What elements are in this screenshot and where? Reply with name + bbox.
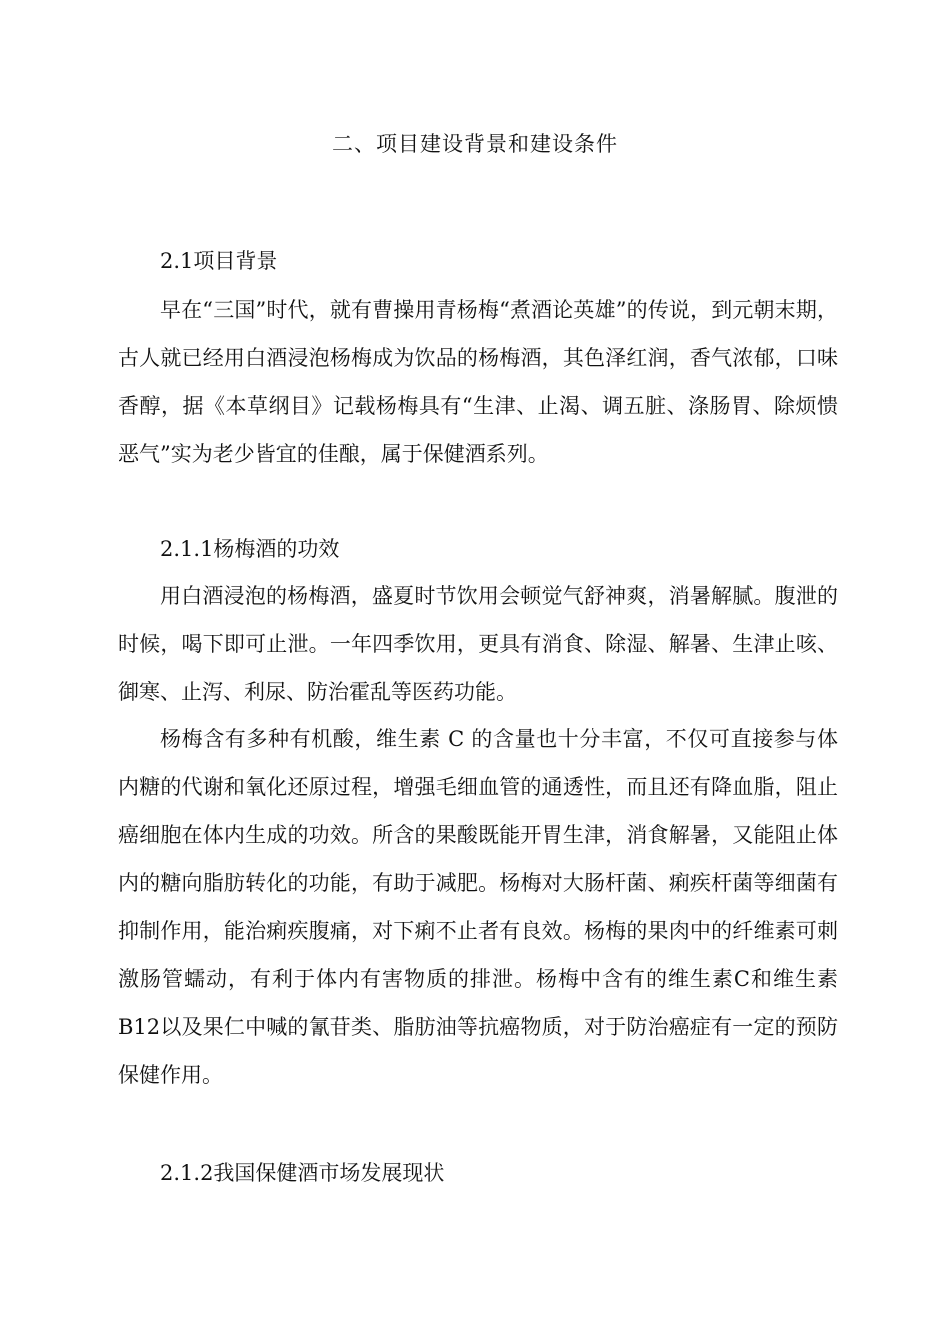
paragraph-nutrition: 杨梅含有多种有机酸，维生素 C 的含量也十分丰富，不仅可直接参与体内糖的代谢和氧化还原过程，增强毛细血管的通透性，而且还有降血脂，阻止癌细胞在体内生成的功效。所含的果酸既能开胃生津，消食解暑，又能阻止体内的糖向脂肪转化的功能，有助于减肥。杨梅对大肠杆菌、痢疾杆菌等细菌有抑制作用，能治痢疾腹痛，对下痢不止者有良效。杨梅的果肉中的纤维素可刺激肠管蠕动，有利于体内有害物质的排泄。杨梅中含有的维生素C和维生素B12以及果仁中喊的氰苷类、脂肪油等抗癌物质，对于防治癌症有一定的预防保健作用。 [118, 727, 838, 1087]
section-heading-2-1-1: 2.1.1杨梅酒的功效 [160, 537, 340, 561]
section-heading-2-1-2: 2.1.2我国保健酒市场发展现状 [160, 1161, 445, 1185]
paragraph-project-background: 早在“三国”时代，就有曹操用青杨梅“煮酒论英雄”的传说，到元朝末期，古人就已经用白酒浸泡杨梅成为饮品的杨梅酒，其色泽红润，香气浓郁，口味香醇，据《本草纲目》记载杨梅具有“生津、止渴、调五脏、涤肠胃、除烦愦恶气”实为老少皆宜的佳酿，属于保健酒系列。 [118, 298, 838, 466]
paragraph-effects: 用白酒浸泡的杨梅酒，盛夏时节饮用会顿觉气舒神爽，消暑解腻。腹泄的时候，喝下即可止泄。一年四季饮用，更具有消食、除湿、解暑、生津止咳、御寒、止泻、利尿、防治霍乱等医药功能。 [118, 584, 838, 704]
section-heading-2-1: 2.1项目背景 [160, 249, 278, 273]
page-title: 二、项目建设背景和建设条件 [332, 132, 618, 156]
